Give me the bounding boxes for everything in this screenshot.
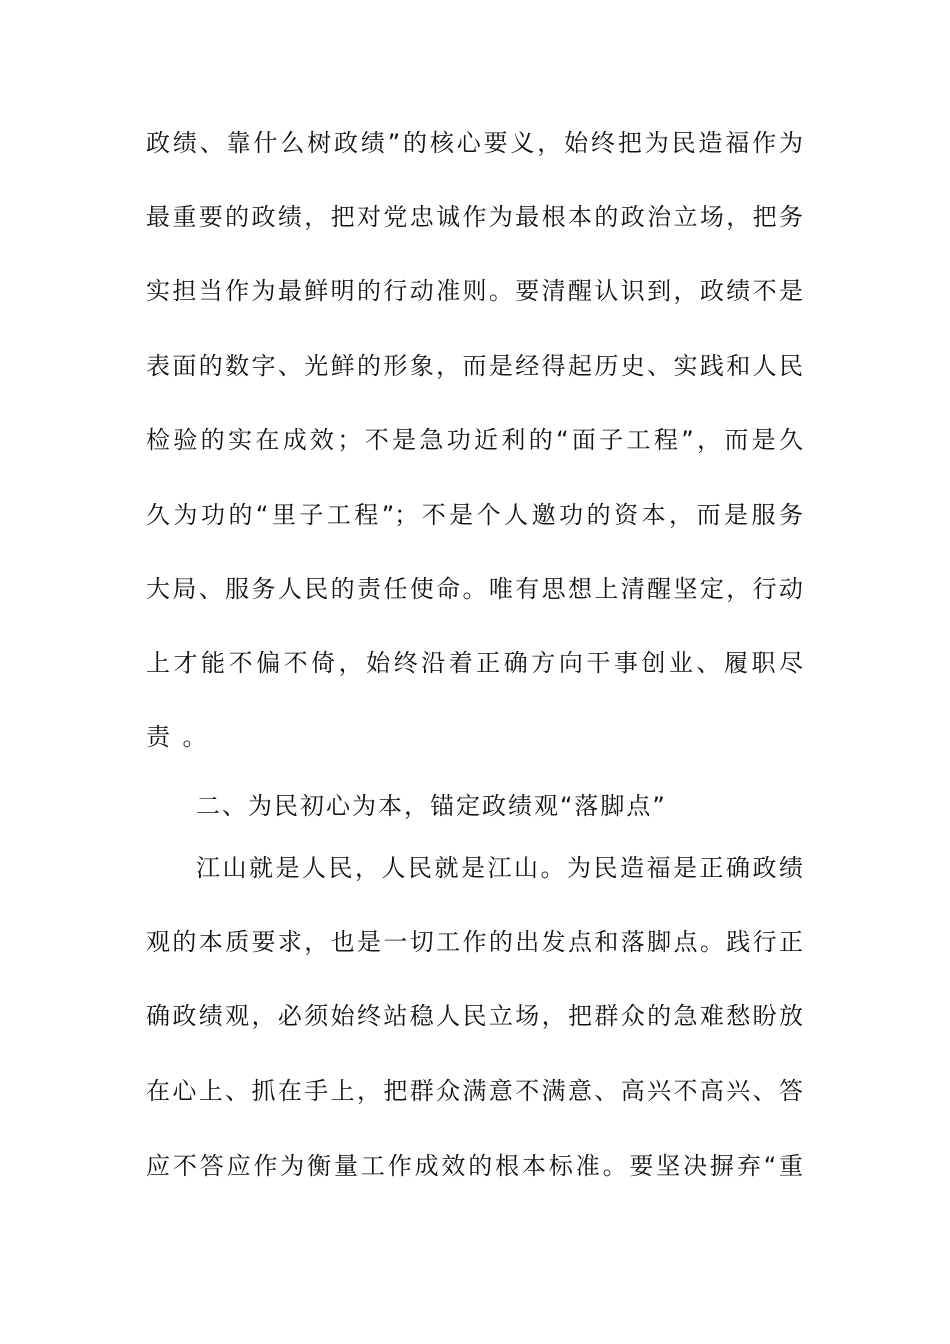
- paragraph-line: 江山就是人民，人民就是江山。为民造福是正确政绩: [196, 854, 803, 882]
- paragraph-line: 应不答应作为衡量工作成效的根本标准。要坚决摒弃“重: [146, 1152, 803, 1180]
- paragraph-line: 在心上、抓在手上，把群众满意不满意、高兴不高兴、答: [146, 1077, 803, 1105]
- paragraph-line: 实担当作为最鲜明的行动准则。要清醒认识到，政绩不是: [146, 277, 803, 305]
- paragraph-line: 最重要的政绩，把对党忠诚作为最根本的政治立场，把务: [146, 203, 803, 231]
- paragraph-line: 责。: [146, 723, 219, 751]
- paragraph-line: 久为功的“里子工程”；不是个人邀功的资本，而是服务: [146, 501, 803, 529]
- paragraph-line: 上才能不偏不倚，始终沿着正确方向干事创业、履职尽: [146, 649, 803, 677]
- paragraph-line: 确政绩观，必须始终站稳人民立场，把群众的急难愁盼放: [146, 1002, 803, 1030]
- paragraph-line: 大局、服务人民的责任使命。唯有思想上清醒坚定，行动: [146, 575, 803, 603]
- paragraph-line: 政绩、靠什么树政绩”的核心要义，始终把为民造福作为: [146, 129, 803, 157]
- paragraph-line: 检验的实在成效；不是急功近利的“面子工程”，而是久: [146, 426, 803, 454]
- paragraph-line: 观的本质要求，也是一切工作的出发点和落脚点。践行正: [146, 928, 803, 956]
- paragraph-line: 表面的数字、光鲜的形象，而是经得起历史、实践和人民: [146, 352, 803, 380]
- section-heading: 二、为民初心为本，锚定政绩观“落脚点”: [196, 792, 667, 820]
